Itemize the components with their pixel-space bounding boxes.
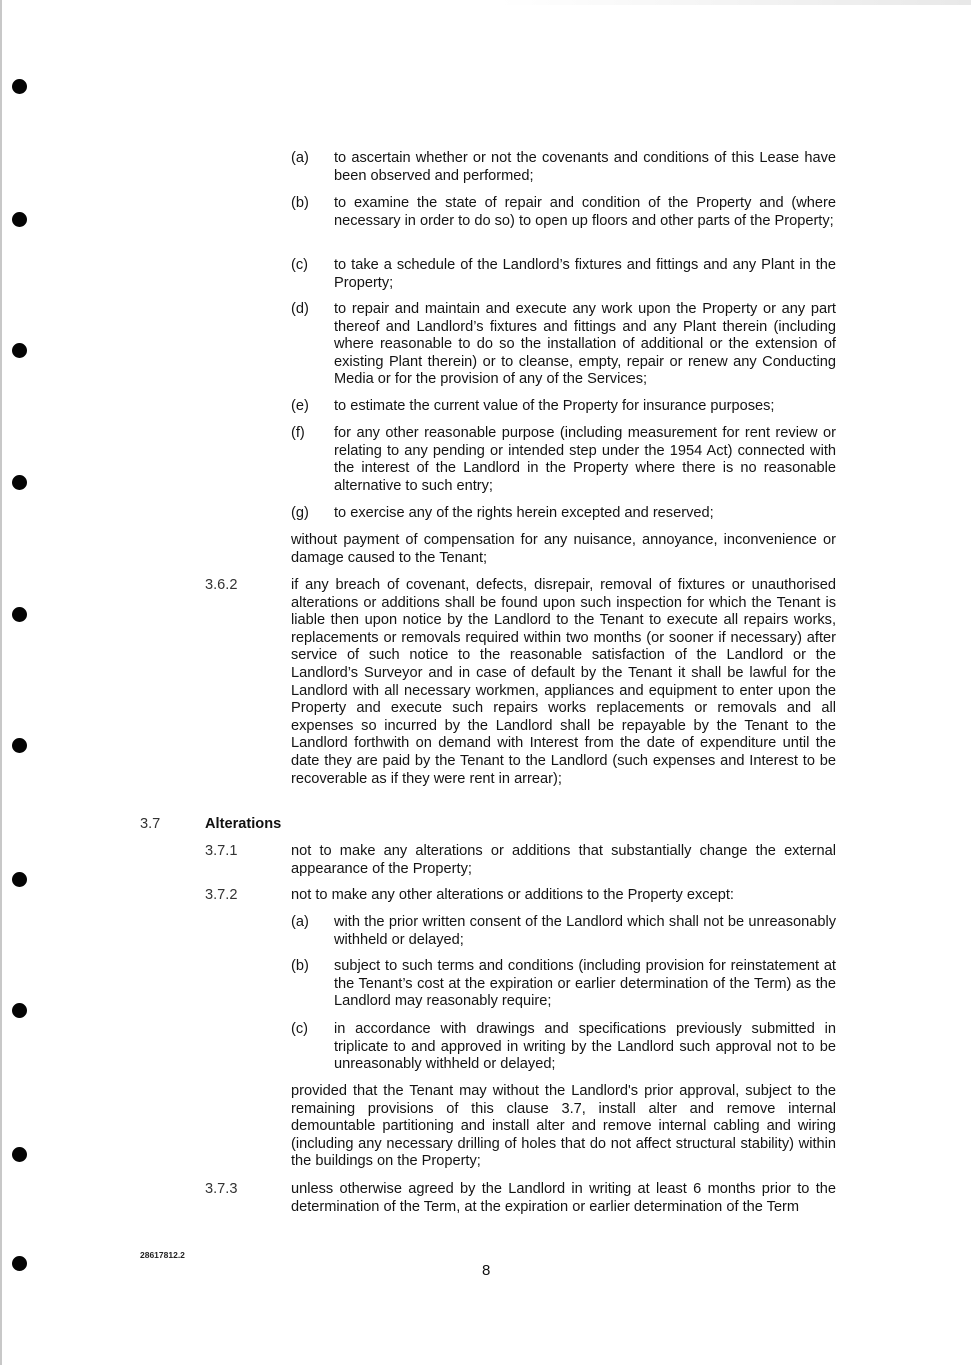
punch-hole: [12, 343, 27, 358]
item-text-d: to repair and maintain and execute any work upon the Property or any part thereof and Landlord’s fixtures and fittings and any Plant therein (including where reasonable to do so the installation of additional or the extension of existing Plant therein) or to cleanse, empty, repair or renew any Conducting Media or for the provision of any of the Services;: [334, 301, 836, 388]
item-label-g: (g): [291, 505, 309, 521]
clause-number-3-6-2: 3.6.2: [205, 577, 238, 593]
item-label-f: (f): [291, 425, 305, 441]
punch-hole: [12, 738, 27, 753]
item-text-f: for any other reasonable purpose (including measurement for rent review or relating to any pending or intended step under the 1954 Act) connected with the interest of the Landlord in the Property where there is no reasonable alternative to such entry;: [334, 425, 836, 494]
clause-3-6-1-tail: without payment of compensation for any nuisance, annoyance, inconvenience or damage caused to the Tenant;: [291, 532, 836, 566]
document-reference: 28617812.2: [140, 1250, 185, 1260]
clause-3-7-2-text: not to make any other alterations or additions to the Property except:: [291, 887, 734, 903]
punch-hole: [12, 79, 27, 94]
item-label-d: (d): [291, 301, 309, 317]
item-label-c: (c): [291, 1021, 309, 1037]
clause-number-3-7: 3.7: [140, 816, 161, 832]
item-text-a: with the prior written consent of the Landlord which shall not be unreasonably withheld or delayed;: [334, 914, 836, 948]
punch-hole: [12, 475, 27, 490]
punch-hole: [12, 1256, 27, 1271]
item-label-e: (e): [291, 398, 309, 414]
clause-number-3-7-1: 3.7.1: [205, 843, 238, 859]
punch-hole: [12, 212, 27, 227]
clause-3-7-2-tail: provided that the Tenant may without the Landlord's prior approval, subject to the remaining provisions of this clause 3.7, install alter and remove internal demountable partitioning and install alter and remove internal cabling and wiring (including any necessary drilling of holes that do not affect structural stability) within the buildings on the Property;: [291, 1083, 836, 1170]
punch-hole: [12, 1003, 27, 1018]
item-label-a: (a): [291, 914, 309, 930]
section-heading-alterations: Alterations: [205, 816, 282, 832]
item-label-a: (a): [291, 150, 309, 166]
page-edge: [0, 0, 2, 1365]
item-text-g: to exercise any of the rights herein excepted and reserved;: [334, 505, 714, 521]
clause-number-3-7-2: 3.7.2: [205, 887, 238, 903]
punch-hole: [12, 872, 27, 887]
item-text-e: to estimate the current value of the Property for insurance purposes;: [334, 398, 775, 414]
clause-3-7-3-text: unless otherwise agreed by the Landlord in writing at least 6 months prior to the determination of the Term, at the expiration or earlier determination of the Term: [291, 1181, 836, 1215]
item-text-a: to ascertain whether or not the covenants and conditions of this Lease have been observed and performed;: [334, 150, 836, 184]
item-text-c: to take a schedule of the Landlord’s fixtures and fittings and any Plant in the Property;: [334, 257, 836, 291]
item-text-b: subject to such terms and conditions (including provision for reinstatement at the Tenant’s cost at the expiration or earlier determination of the Term) as the Landlord may reasonably require;: [334, 958, 836, 1010]
clause-3-6-2-text: if any breach of covenant, defects, disrepair, removal of fixtures or unauthorised alterations or additions shall be found upon such inspection for which the Tenant is liable then upon notice by the Landlord to the Tenant to execute all repairs works, replacements or removals required within two months (or sooner if necessary) after service of such notice to the reasonable satisfaction of the Landlord or the Landlord’s Surveyor and in case of default by the Tenant it shall be lawful for the Landlord with all necessary workmen, appliances and equipment to enter upon the Property and execute such repairs works replacements or removals and all expenses so incurred by the Landlord shall be repayable by the Tenant to the Landlord forthwith on demand with Interest from the date of expenditure until the date they are paid by the Tenant to the Landlord (such expenses and Interest to be recoverable as if they were rent in arrear);: [291, 577, 836, 787]
punch-hole: [12, 1147, 27, 1162]
scan-shadow: [500, 0, 971, 5]
item-label-b: (b): [291, 958, 309, 974]
item-label-c: (c): [291, 257, 309, 273]
clause-3-7-1-text: not to make any alterations or additions that substantially change the external appearance of the Property;: [291, 843, 836, 877]
page-number: 8: [482, 1262, 491, 1279]
item-text-c: in accordance with drawings and specifications previously submitted in triplicate to and approved in writing by the Landlord such approval not to be unreasonably withheld or delayed;: [334, 1021, 836, 1073]
clause-number-3-7-3: 3.7.3: [205, 1181, 238, 1197]
item-label-b: (b): [291, 195, 309, 211]
item-text-b: to examine the state of repair and condition of the Property and (where necessary in order to do so) to open up floors and other parts of the Property;: [334, 195, 836, 229]
punch-hole: [12, 607, 27, 622]
